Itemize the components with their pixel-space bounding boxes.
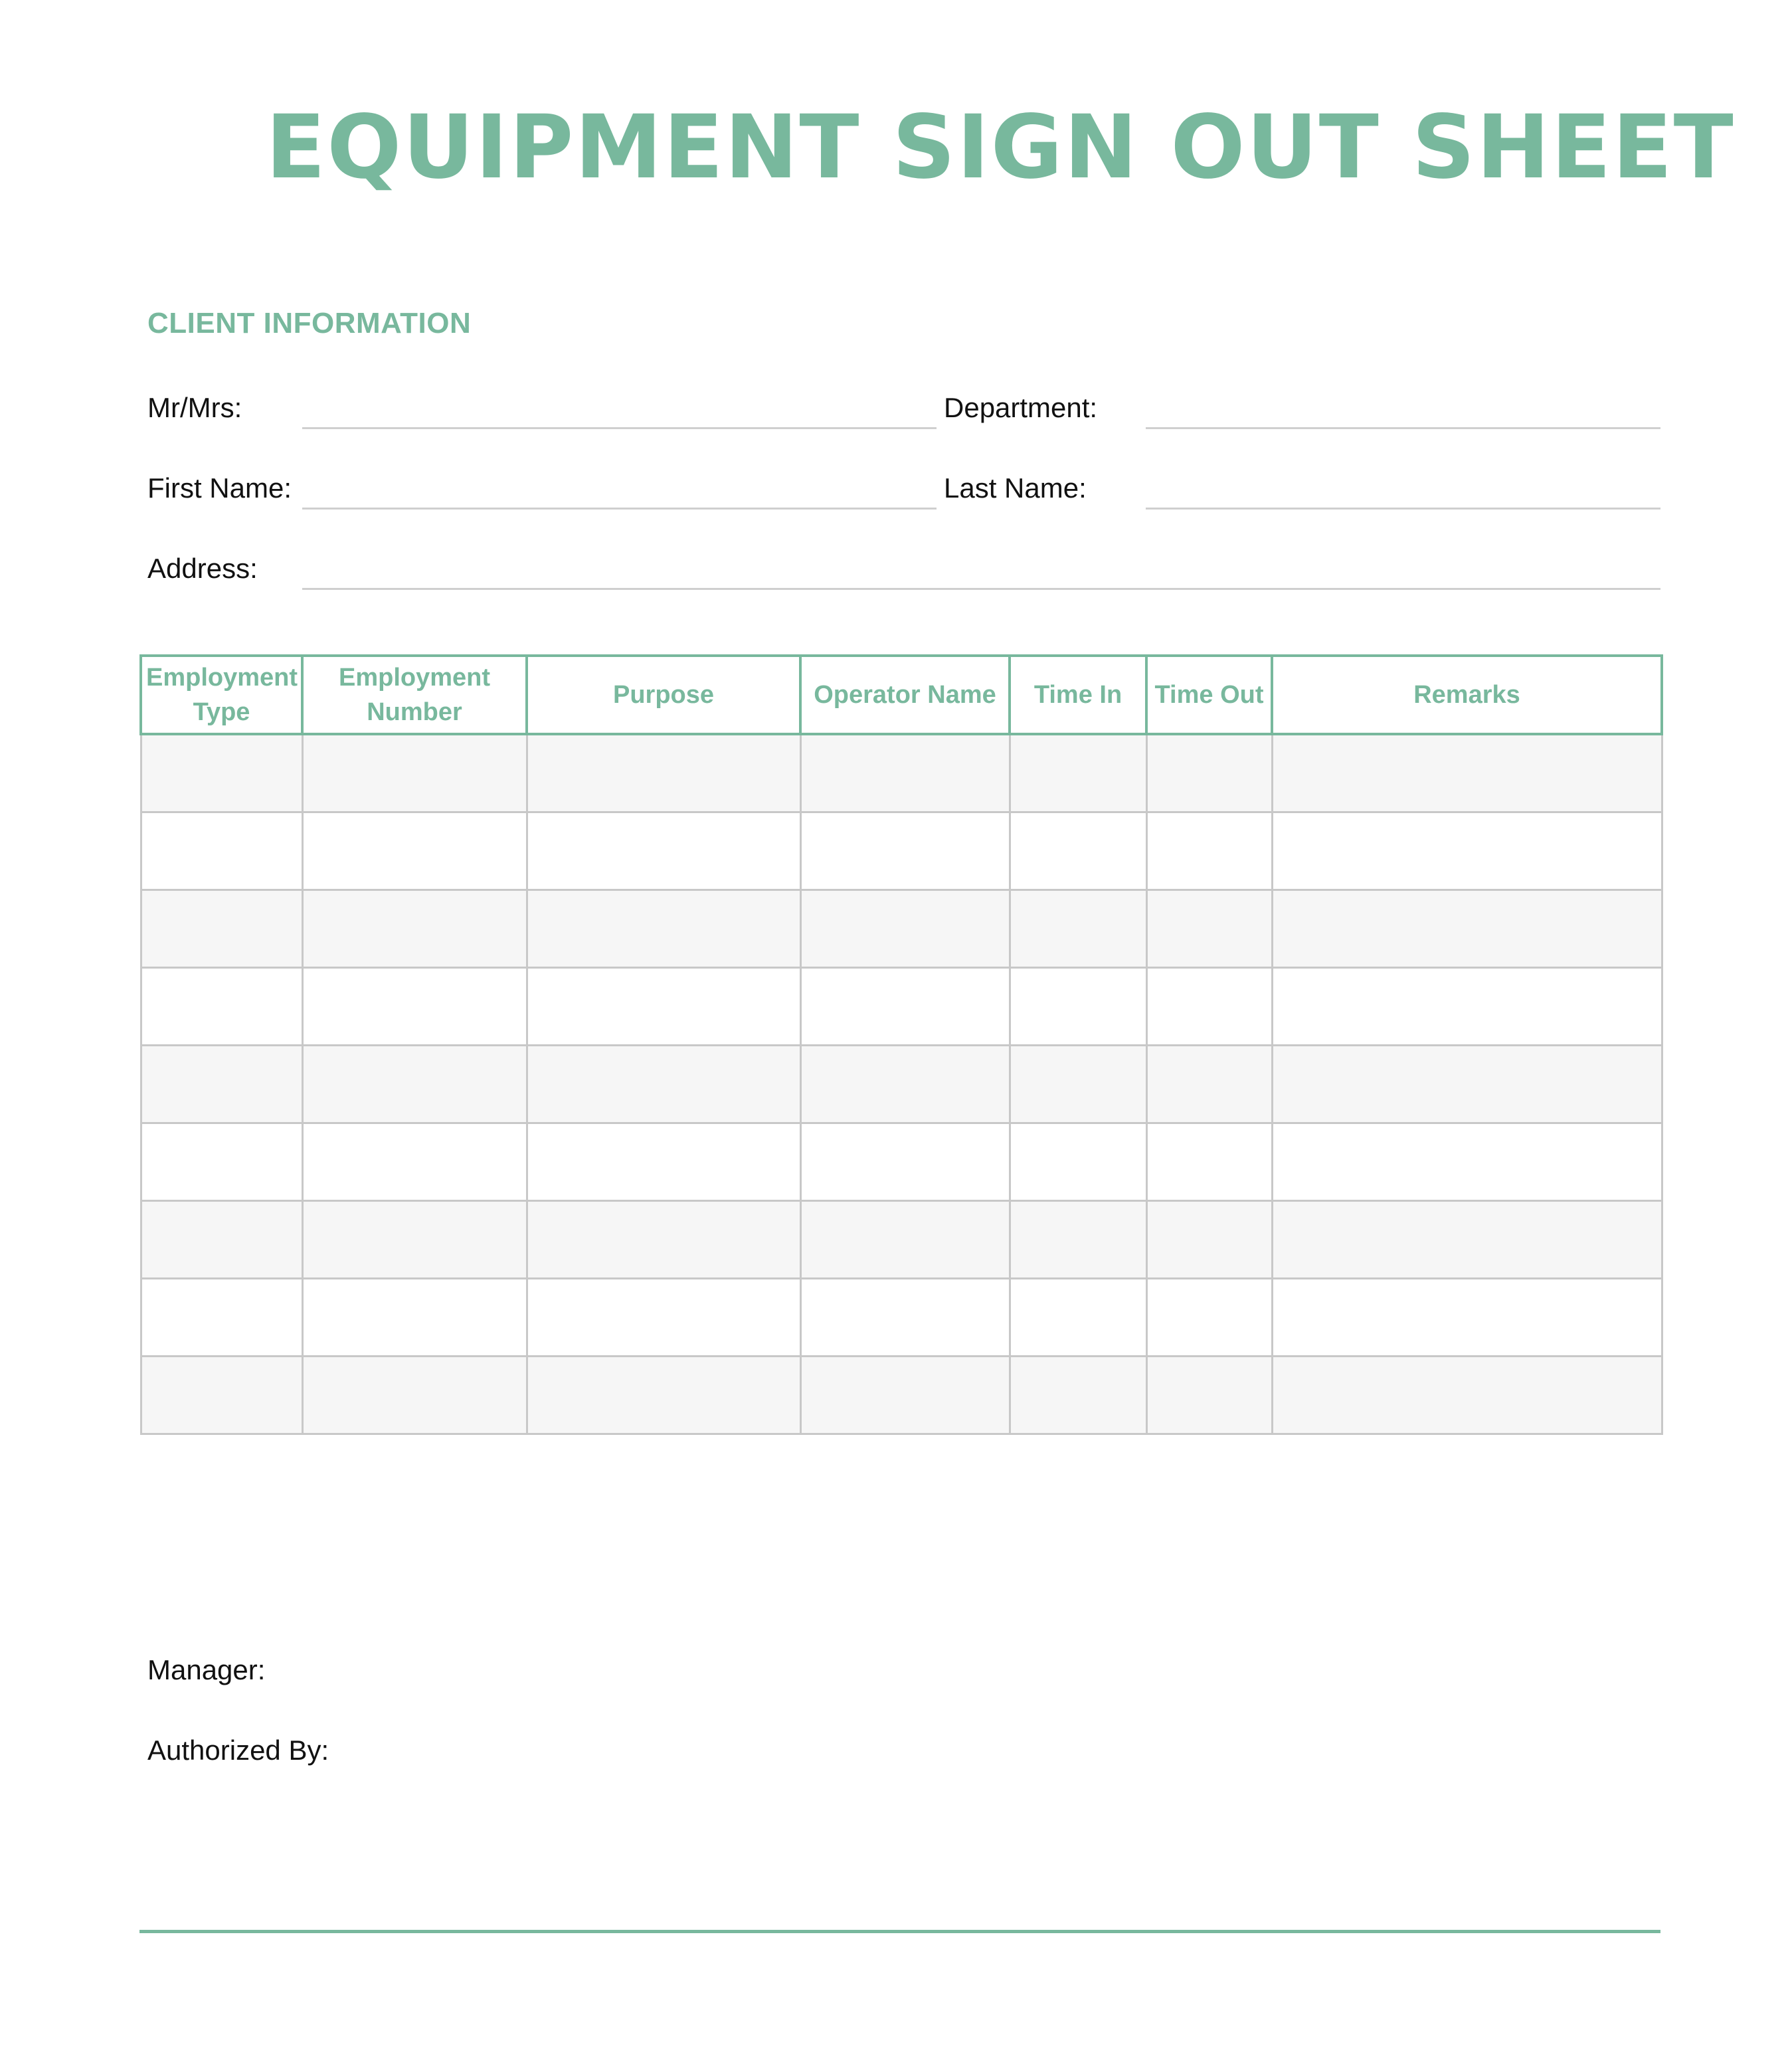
table-cell-remarks[interactable] xyxy=(1272,1046,1662,1123)
table-cell-employment-type[interactable] xyxy=(141,1357,302,1434)
address-label: Address: xyxy=(147,553,258,584)
table-cell-remarks[interactable] xyxy=(1272,734,1662,812)
table-cell-employment-number[interactable] xyxy=(302,1357,527,1434)
footer-divider xyxy=(139,1930,1660,1933)
address-field[interactable] xyxy=(302,588,1660,590)
table-cell-time-out[interactable] xyxy=(1146,1279,1272,1357)
first-name-label: First Name: xyxy=(147,472,292,504)
table-cell-purpose[interactable] xyxy=(527,1046,800,1123)
table-cell-remarks[interactable] xyxy=(1272,1201,1662,1279)
table-row xyxy=(141,890,1662,968)
table-cell-time-in[interactable] xyxy=(1010,1046,1146,1123)
table-cell-purpose[interactable] xyxy=(527,968,800,1046)
table-row xyxy=(141,1279,1662,1357)
document-title-container xyxy=(266,96,1735,199)
table-cell-purpose[interactable] xyxy=(527,1279,800,1357)
table-cell-time-in[interactable] xyxy=(1010,890,1146,968)
table-cell-remarks[interactable] xyxy=(1272,812,1662,890)
table-cell-purpose[interactable] xyxy=(527,890,800,968)
table-cell-time-in[interactable] xyxy=(1010,1123,1146,1201)
column-header-remarks: Remarks xyxy=(1272,656,1662,734)
table-cell-time-out[interactable] xyxy=(1146,1123,1272,1201)
table-cell-employment-type[interactable] xyxy=(141,1201,302,1279)
table-cell-employment-type[interactable] xyxy=(141,734,302,812)
table-cell-remarks[interactable] xyxy=(1272,1279,1662,1357)
table-cell-employment-type[interactable] xyxy=(141,1279,302,1357)
table-cell-time-out[interactable] xyxy=(1146,812,1272,890)
table-cell-employment-type[interactable] xyxy=(141,1123,302,1201)
table-cell-operator-name[interactable] xyxy=(800,1046,1010,1123)
table-row xyxy=(141,968,1662,1046)
table-cell-time-out[interactable] xyxy=(1146,1201,1272,1279)
table-cell-time-in[interactable] xyxy=(1010,812,1146,890)
manager-label: Manager: xyxy=(147,1654,266,1685)
table-cell-remarks[interactable] xyxy=(1272,1357,1662,1434)
table-cell-remarks[interactable] xyxy=(1272,1123,1662,1201)
table-cell-time-out[interactable] xyxy=(1146,1046,1272,1123)
department-field[interactable] xyxy=(1146,427,1660,429)
table-row xyxy=(141,812,1662,890)
table-row xyxy=(141,734,1662,812)
table-row xyxy=(141,1357,1662,1434)
table-cell-remarks[interactable] xyxy=(1272,968,1662,1046)
table-cell-time-in[interactable] xyxy=(1010,734,1146,812)
table-cell-employment-number[interactable] xyxy=(302,1201,527,1279)
client-information-heading: CLIENT INFORMATION xyxy=(147,307,472,339)
table-cell-operator-name[interactable] xyxy=(800,890,1010,968)
table-cell-time-in[interactable] xyxy=(1010,968,1146,1046)
table-cell-purpose[interactable] xyxy=(527,812,800,890)
table-row xyxy=(141,1201,1662,1279)
first-name-field[interactable] xyxy=(302,508,937,510)
table-cell-employment-number[interactable] xyxy=(302,890,527,968)
table-cell-purpose[interactable] xyxy=(527,1357,800,1434)
table-cell-remarks[interactable] xyxy=(1272,890,1662,968)
column-header-time-out: Time Out xyxy=(1146,656,1272,734)
table-row xyxy=(141,1123,1662,1201)
table-cell-operator-name[interactable] xyxy=(800,1357,1010,1434)
column-header-operator-name: Operator Name xyxy=(800,656,1010,734)
table-body xyxy=(141,734,1662,1434)
table-header-row xyxy=(141,656,1662,734)
table-cell-employment-number[interactable] xyxy=(302,1046,527,1123)
table-cell-employment-type[interactable] xyxy=(141,890,302,968)
column-header-employment-number: Employment Number xyxy=(302,656,527,734)
table-cell-operator-name[interactable] xyxy=(800,1279,1010,1357)
table-cell-employment-number[interactable] xyxy=(302,1279,527,1357)
equipment-sign-out-table xyxy=(139,654,1663,1435)
document-title: EQUIPMENT SIGN OUT SHEET xyxy=(266,96,1735,199)
table-cell-employment-number[interactable] xyxy=(302,968,527,1046)
authorized-by-label: Authorized By: xyxy=(147,1735,329,1766)
table-cell-operator-name[interactable] xyxy=(800,1201,1010,1279)
table-cell-time-out[interactable] xyxy=(1146,1357,1272,1434)
mr-mrs-label: Mr/Mrs: xyxy=(147,392,242,423)
table-cell-time-in[interactable] xyxy=(1010,1279,1146,1357)
last-name-label: Last Name: xyxy=(944,472,1087,504)
table-cell-employment-type[interactable] xyxy=(141,812,302,890)
last-name-field[interactable] xyxy=(1146,508,1660,510)
table-cell-employment-type[interactable] xyxy=(141,968,302,1046)
table-row xyxy=(141,1046,1662,1123)
table-cell-time-out[interactable] xyxy=(1146,968,1272,1046)
table-cell-time-in[interactable] xyxy=(1010,1201,1146,1279)
table-cell-operator-name[interactable] xyxy=(800,1123,1010,1201)
column-header-time-in: Time In xyxy=(1010,656,1146,734)
column-header-employment-type: Employment Type xyxy=(141,656,302,734)
table-cell-time-out[interactable] xyxy=(1146,734,1272,812)
table-cell-time-out[interactable] xyxy=(1146,890,1272,968)
mr-mrs-field[interactable] xyxy=(302,427,937,429)
table-cell-employment-number[interactable] xyxy=(302,1123,527,1201)
table-cell-time-in[interactable] xyxy=(1010,1357,1146,1434)
table-cell-operator-name[interactable] xyxy=(800,968,1010,1046)
table-cell-operator-name[interactable] xyxy=(800,734,1010,812)
table-cell-employment-number[interactable] xyxy=(302,734,527,812)
department-label: Department: xyxy=(944,392,1098,423)
table-cell-purpose[interactable] xyxy=(527,1123,800,1201)
table-cell-employment-type[interactable] xyxy=(141,1046,302,1123)
table-cell-operator-name[interactable] xyxy=(800,812,1010,890)
table-cell-purpose[interactable] xyxy=(527,734,800,812)
table-cell-employment-number[interactable] xyxy=(302,812,527,890)
table-cell-purpose[interactable] xyxy=(527,1201,800,1279)
column-header-purpose: Purpose xyxy=(527,656,800,734)
